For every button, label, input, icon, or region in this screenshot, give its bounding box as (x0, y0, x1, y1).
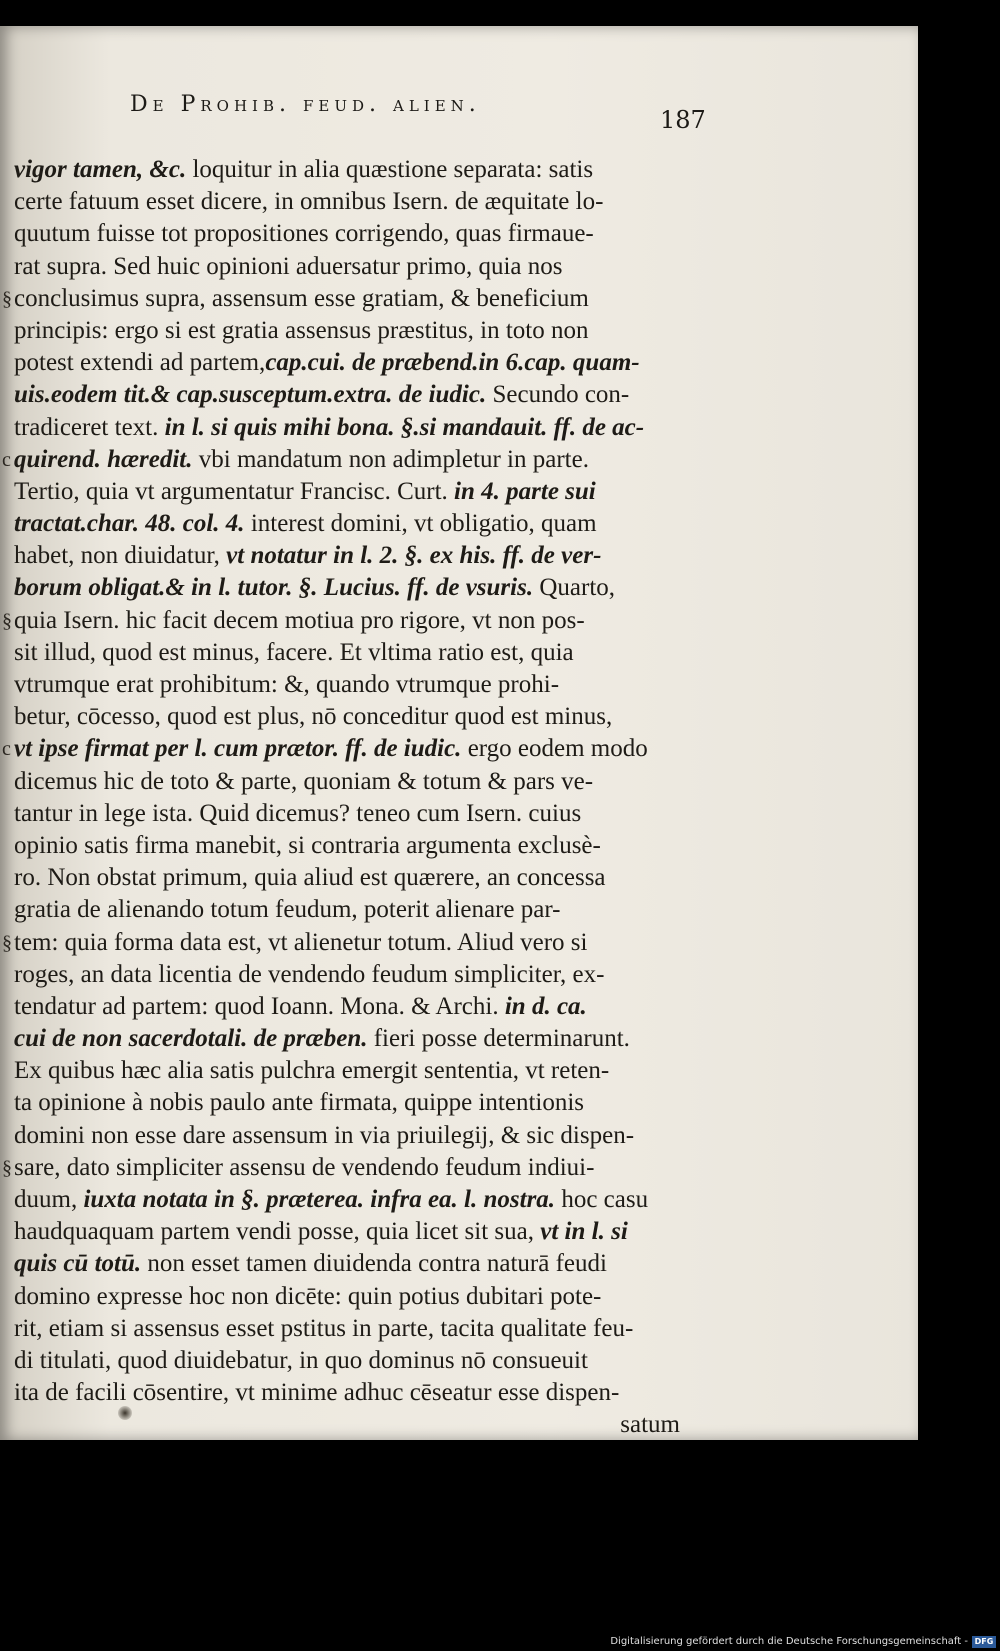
text-line (14, 830, 704, 862)
body-text-segment: domini non esse dare assensum in via priuilegij, & sic dispen- (14, 1121, 635, 1149)
citation-text: vt ipse firmat per l. cum prætor. ff. de iudic. (14, 735, 462, 763)
citation-text: in l. si quis mihi bona. §.si mandauit. ff. de ac- (158, 413, 645, 441)
citation-text: borum obligat.& in l. tutor. §. Lucius. ff. de vsuris. (14, 574, 534, 602)
body-text-segment: principis: ergo si est gratia assensus præstitus, in toto non (14, 316, 589, 344)
body-text-segment: opinio satis firma manebit, si contraria argumenta exclusè- (14, 831, 601, 859)
text-line (14, 1023, 704, 1055)
text-line (2, 283, 704, 315)
text-line (14, 315, 704, 347)
body-text-segment: hoc casu (555, 1186, 649, 1213)
body-text-segment: Ex quibus hæc alia satis pulchra emergit sententia, vt reten- (14, 1057, 610, 1085)
margin-mark: c (2, 448, 11, 471)
body-text-segment: tantur in lege ista. Quid dicemus? teneo cum Isern. cuius (14, 799, 582, 827)
text-line (14, 379, 704, 411)
text-line (2, 927, 704, 959)
citation-text: quirend. hæredit. (14, 445, 193, 473)
body-text-segment: certe fatuum esset dicere, in omnibus Isern. de æquitate lo- (14, 188, 604, 216)
digitization-credit: Digitalisierung gefördert durch die Deutsche Forschungsgemeinschaft - (610, 1636, 968, 1647)
text-line (2, 605, 704, 637)
citation-text: cap.cui. de præbend.in 6.cap. quam- (265, 349, 640, 377)
text-line (2, 1152, 704, 1184)
body-text-segment: quia Isern. hic facit decem motiua pro rigore, vt non pos- (14, 606, 585, 634)
text-line (14, 798, 704, 830)
citation-text: uis.eodem tit.& cap.susceptum.extra. de iudic. (14, 381, 487, 409)
text-line (14, 701, 704, 733)
body-text-segment: vbi mandatum non adimpletur in parte. (192, 445, 589, 473)
text-line (14, 1055, 704, 1087)
body-text-segment: interest domini, vt obligatio, quam (244, 510, 597, 538)
body-text-segment: tradiceret text. (14, 413, 159, 441)
citation-text: vt notatur in l. 2. §. ex his. ff. de ver- (219, 542, 602, 570)
text-line (14, 1184, 704, 1216)
citation-text: tractat.char. 48. col. 4. (14, 510, 245, 538)
body-text-segment: haudquaquam partem vendi posse, quia licet sit sua, (14, 1218, 535, 1246)
citation-text: quis cū totū. (14, 1250, 142, 1278)
margin-mark: § (2, 609, 12, 632)
text-line (14, 1377, 704, 1409)
text-line (14, 540, 704, 572)
text-line (2, 444, 704, 476)
body-text-segment: conclusimus supra, assensum esse gratiam, & beneficium (14, 284, 589, 312)
body-text-segment: fieri posse determinarunt. (367, 1025, 630, 1053)
margin-mark: c (2, 738, 11, 761)
body-text-segment: non esset tamen diuidenda contra naturā feudi (141, 1250, 607, 1278)
body-text-segment: sare, dato simpliciter assensu de vendendo feudum indiui- (14, 1153, 595, 1181)
text-line (14, 862, 704, 894)
text-line (14, 1281, 704, 1313)
text-line (14, 251, 704, 283)
body-text-segment: gratia de alienando totum feudum, poterit alienare par- (14, 896, 561, 924)
text-line (14, 347, 704, 379)
body-text-segment: duum, (14, 1186, 78, 1213)
body-text-segment: betur, cōcesso, quod est plus, nō conceditur quod est minus, (14, 703, 613, 731)
citation-text: in 4. parte sui (447, 477, 596, 505)
body-text (2, 154, 704, 1442)
body-text-segment: tendatur ad partem: quod Ioann. Mona. & Archi. (14, 992, 499, 1020)
text-line (14, 894, 704, 926)
body-text-segment: domino expresse hoc non dicēte: quin potius dubitari pote- (14, 1282, 602, 1310)
body-text-segment: ta opinione à nobis paulo ante firmata, quippe intentionis (14, 1089, 585, 1117)
text-line (14, 991, 704, 1023)
body-text-segment: rat supra. Sed huic opinioni aduersatur primo, quia nos (14, 252, 563, 280)
book-page (0, 26, 918, 1440)
text-line (14, 637, 704, 669)
body-text-segment: tem: quia forma data est, vt alienetur totum. Aliud vero si (14, 928, 588, 956)
text-line (14, 959, 704, 991)
body-text-segment: loquitur in alia quæstione separata: satis (186, 156, 594, 183)
body-text-segment: Tertio, quia vt argumentatur Francisc. Curt. (14, 477, 448, 505)
page-number: 187 (660, 106, 706, 134)
text-line (14, 1087, 704, 1119)
text-line (14, 1120, 704, 1152)
body-text-segment: dicemus hic de toto & parte, quoniam & totum & pars ve- (14, 767, 594, 795)
body-text-segment: sit illud, quod est minus, facere. Et vltima ratio est, quia (14, 638, 574, 666)
text-line (14, 412, 704, 444)
body-text-segment: vtrumque erat prohibitum: &, quando vtrumque prohi- (14, 671, 560, 698)
text-line (14, 186, 704, 218)
text-line (14, 218, 704, 250)
text-line (14, 508, 704, 540)
citation-text: iuxta notata in §. præterea. infra ea. l. nostra. (77, 1186, 556, 1213)
body-text-segment: ergo eodem modo (461, 735, 648, 763)
text-line (14, 1248, 704, 1280)
citation-text: vt in l. si (534, 1218, 628, 1246)
text-line (14, 572, 704, 604)
body-text-segment: habet, non diuidatur, (14, 542, 220, 570)
ink-blot (118, 1406, 132, 1420)
text-line (14, 1216, 704, 1248)
running-head: De Prohib. feud. alien. (130, 92, 481, 117)
text-line (14, 1313, 704, 1345)
text-line (14, 1345, 704, 1377)
body-text-segment: rit, etiam si assensus esset pstitus in parte, tacita qualitate feu- (14, 1314, 634, 1342)
citation-text: cui de non sacerdotali. de præben. (14, 1025, 368, 1053)
body-text-segment: quutum fuisse tot propositiones corrigendo, quas firmaue- (14, 220, 594, 248)
catchword: satum (620, 1411, 680, 1439)
text-line (2, 733, 704, 765)
body-text-segment: di titulati, quod diuidebatur, in quo dominus nō consueuit (14, 1346, 588, 1374)
text-line (14, 476, 704, 508)
body-text-segment: Secundo con- (486, 381, 630, 409)
margin-mark: § (2, 931, 12, 954)
text-line (14, 669, 704, 701)
body-text-segment: Quarto, (533, 574, 616, 602)
body-text-segment: ro. Non obstat primum, quia aliud est quærere, an concessa (14, 864, 606, 892)
margin-mark: § (2, 1156, 12, 1179)
citation-text: in d. ca. (498, 992, 587, 1020)
body-text-segment: ita de facili cōsentire, vt minime adhuc cēseatur esse dispen- (14, 1379, 620, 1407)
text-line (14, 154, 704, 186)
text-line (14, 766, 704, 798)
margin-mark: § (2, 287, 12, 310)
citation-text: vigor tamen, &c. (14, 156, 187, 183)
body-text-segment: roges, an data licentia de vendendo feudum simpliciter, ex- (14, 960, 605, 988)
dfg-logo: DFG (972, 1636, 996, 1648)
body-text-segment: potest extendi ad partem, (14, 349, 266, 377)
